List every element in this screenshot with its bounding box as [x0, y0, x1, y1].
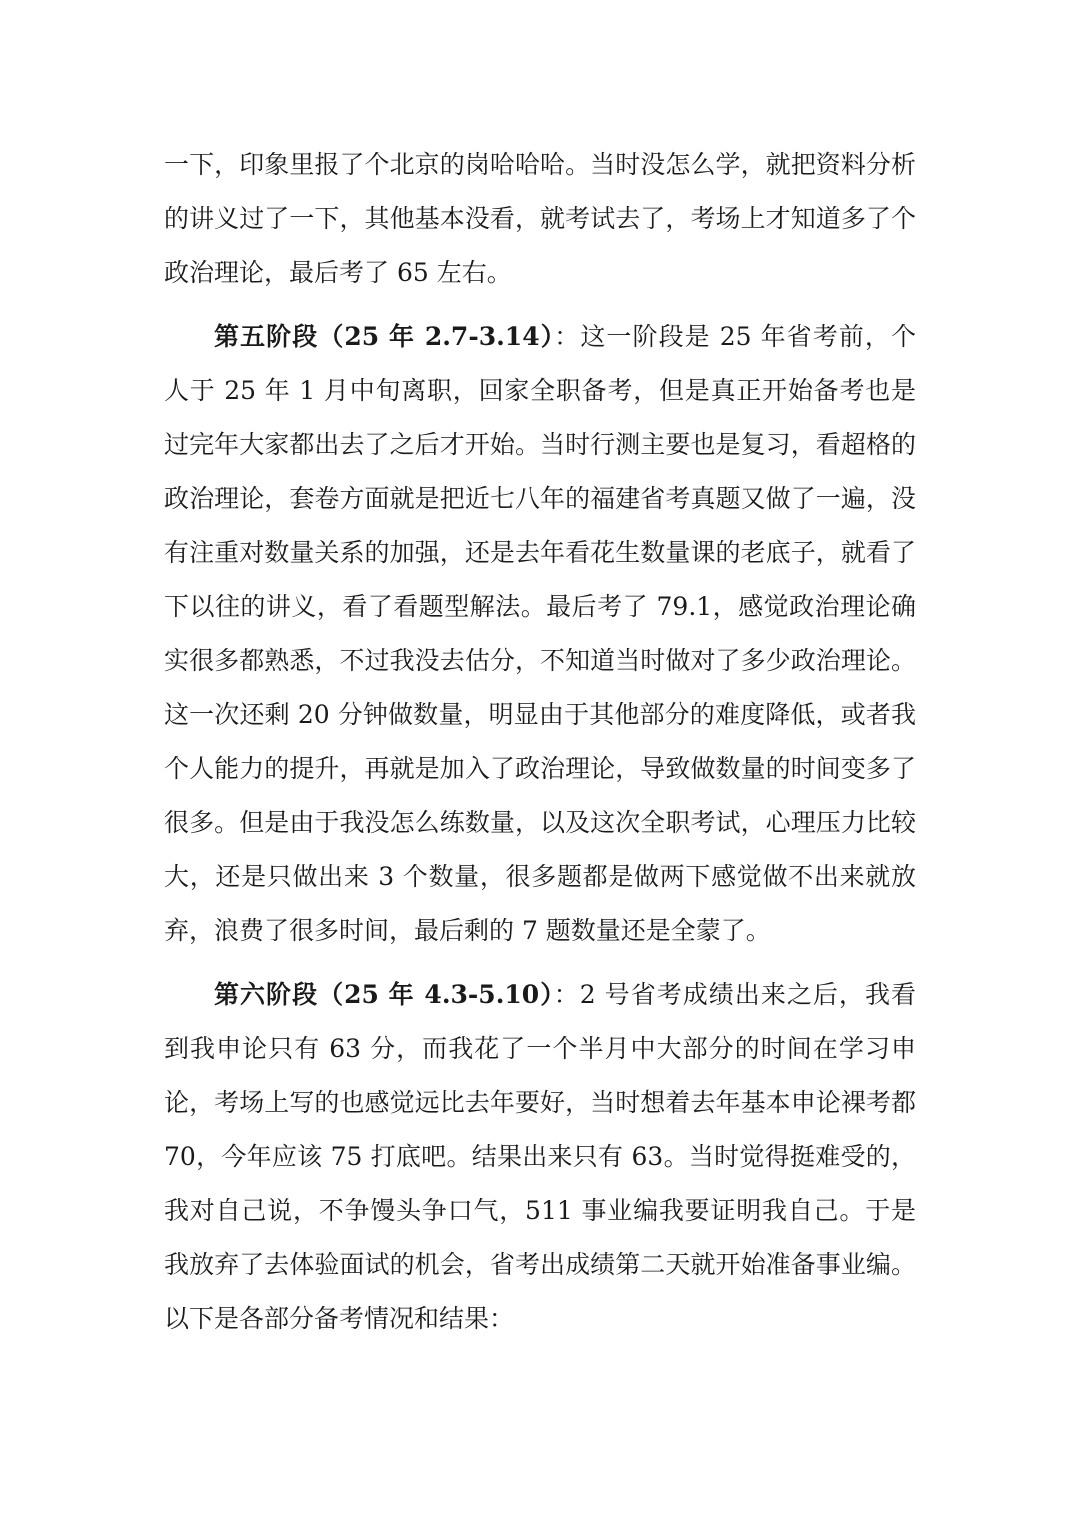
document-page: [164, 138, 916, 1356]
paragraph-continuation: [164, 138, 916, 300]
paragraph-text: ：这一阶段是 25 年省考前，个人于 25 年 1 月中旬离职，回家全职备考，但是真正开始备考也是过完年大家都出去了之后才开始。当时行测主要也是复习，看超格的政治理论，套卷方面就是把近七八年的福建省考真题又做了一遍，没有注重对数量关系的加强，还是去年看花生数量课的老底子，就看了下以往的讲义，看了看题型解法。最后考了 79.1，感觉政治理论确实很多都熟悉，不过我没去估分，不知道当时做对了多少政治理论。这一次还剩 20 分钟做数量，明显由于其他部分的难度降低，或者我个人能力的提升，再就是加入了政治理论，导致做数量的时间变多了很多。但是由于我没怎么练数量，以及这次全职考试，心理压力比较大，还是只做出来 3 个数量，很多题都是做两下感觉做不出来就放弃，浪费了很多时间，最后剩的 7 题数量还是全蒙了。: [164, 322, 916, 945]
stage-six-heading: 第六阶段（25 年 4.3-5.10）: [214, 980, 554, 1009]
paragraph-text: ：2 号省考成绩出来之后，我看到我申论只有 63 分，而我花了一个半月中大部分的时间在学习申论，考场上写的也感觉远比去年要好，当时想着去年基本申论裸考都 70，今年应该 75 打底吧。结果出来只有 63。当时觉得挺难受的，我对自己说，不争馒头争口气，511 事业编我要证明我自己。于是我放弃了去体验面试的机会，省考出成绩第二天就开始准备事业编。以下是各部分备考情况和结果：: [164, 980, 916, 1333]
paragraph-text: 一下，印象里报了个北京的岗哈哈哈。当时没怎么学，就把资料分析的讲义过了一下，其他基本没看，就考试去了，考场上才知道多了个政治理论，最后考了 65 左右。: [164, 150, 916, 287]
paragraph-stage-six: [164, 968, 916, 1346]
paragraph-stage-five: [164, 310, 916, 958]
stage-five-heading: 第五阶段（25 年 2.7-3.14）: [214, 322, 555, 351]
